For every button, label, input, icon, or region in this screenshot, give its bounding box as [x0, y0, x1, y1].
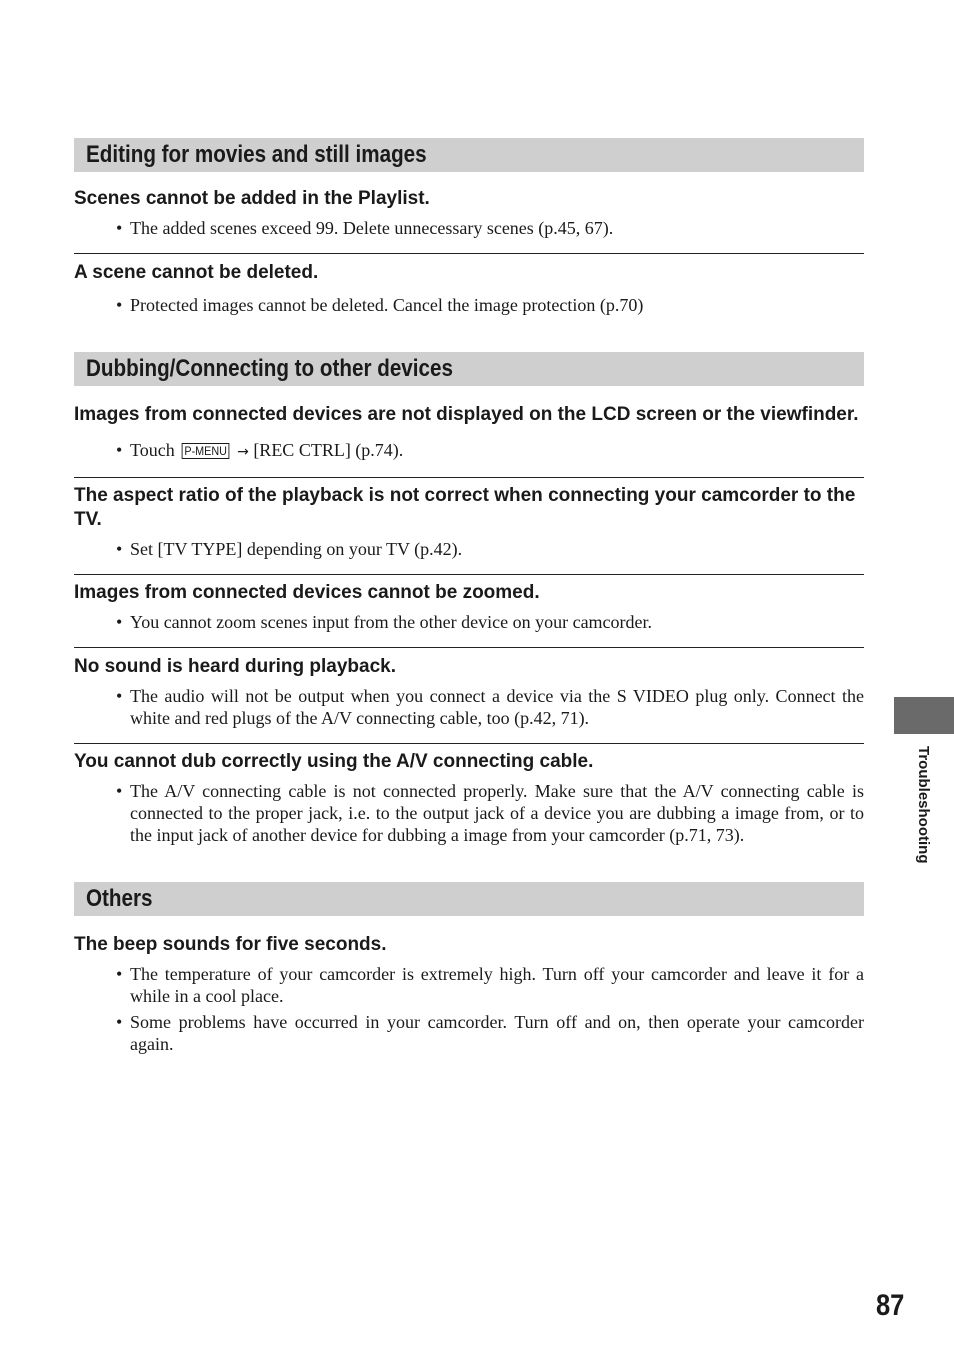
bullet-list	[74, 685, 864, 729]
bullet-text: • You cannot zoom scenes input from the other device on your camcorder.	[130, 611, 864, 633]
trouble-item	[74, 655, 864, 744]
trouble-item	[74, 261, 864, 330]
trouble-item	[74, 187, 864, 254]
bullet-list	[74, 439, 864, 463]
trouble-item	[74, 403, 864, 478]
item-title: You cannot dub correctly using the A/V connecting cable.	[74, 751, 594, 772]
trouble-item	[74, 581, 864, 648]
bullet-text	[130, 439, 864, 463]
bullet-list	[74, 963, 864, 1055]
item-title: A scene cannot be deleted.	[74, 262, 319, 283]
section-title: Others	[86, 885, 153, 912]
bullet-touch-prefix: Touch	[130, 440, 175, 460]
item-title: Images from connected devices cannot be zoomed.	[74, 582, 540, 603]
bullet-text: • The added scenes exceed 99. Delete unnecessary scenes (p.45, 67).	[130, 217, 864, 239]
section-title: Editing for movies and still images	[86, 141, 427, 168]
bullet-text: • Some problems have occurred in your camcorder. Turn off and on, then operate your camcorder again.	[130, 1011, 864, 1055]
item-title: The beep sounds for five seconds.	[74, 934, 387, 955]
bullet-text: • The A/V connecting cable is not connected properly. Make sure that the A/V connecting cable is connected to the proper jack, i.e. to the output jack of a device you are dubbing a image from, or to the input jack of another device for dubbing a image from your camcorder (p.71, 73).	[130, 780, 864, 846]
bullet-list	[74, 611, 864, 633]
item-title: No sound is heard during playback.	[74, 656, 396, 677]
section-header-editing	[74, 138, 864, 172]
chapter-tab-label: Troubleshooting	[915, 746, 932, 864]
item-title: Scenes cannot be added in the Playlist.	[74, 188, 430, 209]
bullet-text: • The temperature of your camcorder is extremely high. Turn off your camcorder and leave it for a while in a cool place.	[130, 963, 864, 1007]
bullet-touch-suffix: [REC CTRL] (p.74).	[253, 440, 404, 460]
bullet-text: • Protected images cannot be deleted. Cancel the image protection (p.70)	[130, 294, 864, 316]
trouble-item	[74, 933, 864, 1069]
section-header-dubbing	[74, 352, 864, 386]
trouble-item	[74, 484, 864, 575]
item-title: The aspect ratio of the playback is not correct when connecting your camcorder to the TV.	[74, 485, 856, 530]
section-title: Dubbing/Connecting to other devices	[86, 355, 453, 382]
bullet-list	[74, 294, 864, 316]
arrow-right-icon: →	[237, 444, 249, 460]
section-header-others	[74, 882, 864, 916]
bullet-list	[74, 780, 864, 846]
trouble-item	[74, 750, 864, 860]
bullet-list	[74, 217, 864, 239]
bullet-list	[74, 538, 864, 560]
bullet-text: • Set [TV TYPE] depending on your TV (p.42).	[130, 538, 864, 560]
chapter-tab-marker	[894, 697, 954, 734]
page-number: 87	[876, 1289, 905, 1322]
bullet-text: • The audio will not be output when you connect a device via the S VIDEO plug only. Connect the white and red plugs of the A/V connecting cable, too (p.42, 71).	[130, 685, 864, 729]
p-menu-button-icon: P-MENU	[182, 443, 230, 459]
item-title: Images from connected devices are not displayed on the LCD screen or the viewfinder.	[74, 404, 859, 425]
page-content	[74, 138, 864, 1069]
